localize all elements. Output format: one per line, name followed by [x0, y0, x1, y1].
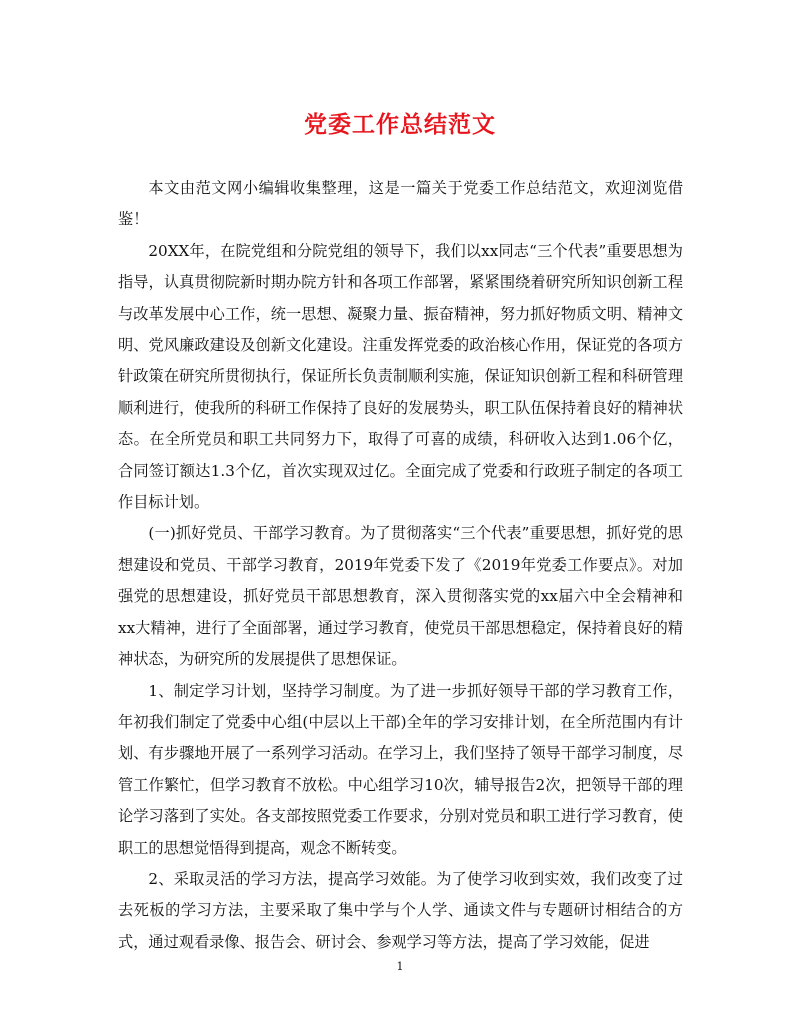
- document-body: [118, 173, 683, 958]
- paragraph-item-two: 2、采取灵活的学习方法，提高学习效能。为了使学习收到实效，我们改变了过去死板的学习方法，主要采取了集中学与个人学、通读文件与专题研讨相结合的方式，通过观看录像、报告会、研讨会、参观学习等方法，提高了学习效能，促进: [118, 869, 683, 951]
- paragraph-section-one: (一)抓好党员、干部学习教育。为了贯彻落实“三个代表”重要思想，抓好党的思想建设和党员、干部学习教育，2019年党委下发了《2019年党委工作要点》。对加强党的思想建设，抓好党员干部思想教育，深入贯彻落实党的xx届六中全会精神和xx大精神，进行了全面部署，通过学习教育，使党员干部思想稳定，保持着良好的精神状态，为研究所的发展提供了思想保证。: [118, 524, 683, 669]
- document-title: 党委工作总结范文: [304, 111, 496, 138]
- page-number: 1: [396, 960, 404, 973]
- paragraph-item-one: 1、制定学习计划，坚持学习制度。为了进一步抓好领导干部的学习教育工作，年初我们制定了党委中心组(中层以上干部)全年的学习安排计划，在全所范围内有计划、有步骤地开展了一系列学习活动。在学习上，我们坚持了领导干部学习制度，尽管工作繁忙，但学习教育不放松。中心组学习10次，辅导报告2次，把领导干部的理论学习落到了实处。各支部按照党委工作要求，分别对党员和职工进行学习教育，使职工的思想觉悟得到提高，观念不断转变。: [118, 681, 683, 857]
- paragraph-intro: 本文由范文网小编辑收集整理，这是一篇关于党委工作总结范文，欢迎浏览借鉴！: [118, 179, 683, 229]
- paragraph-overview: 20XX年，在院党组和分院党组的领导下，我们以xx同志“三个代表”重要思想为指导，认真贯彻院新时期办院方针和各项工作部署，紧紧围绕着研究所知识创新工程与改革发展中心工作，统一思想、凝聚力量、振奋精神，努力抓好物质文明、精神文明、党风廉政建设及创新文化建设。注重发挥党委的政治核心作用，保证党的各项方针政策在研究所贯彻执行，保证所长负责制顺利实施，保证知识创新工程和科研管理顺利进行，使我所的科研工作保持了良好的发展势头，职工队伍保持着良好的精神状态。在全所党员和职工共同努力下，取得了可喜的成绩，科研收入达到1.06个亿，合同签订额达1.3个亿，首次实现双过亿。全面完成了党委和行政班子制定的各项工作目标计划。: [118, 241, 683, 512]
